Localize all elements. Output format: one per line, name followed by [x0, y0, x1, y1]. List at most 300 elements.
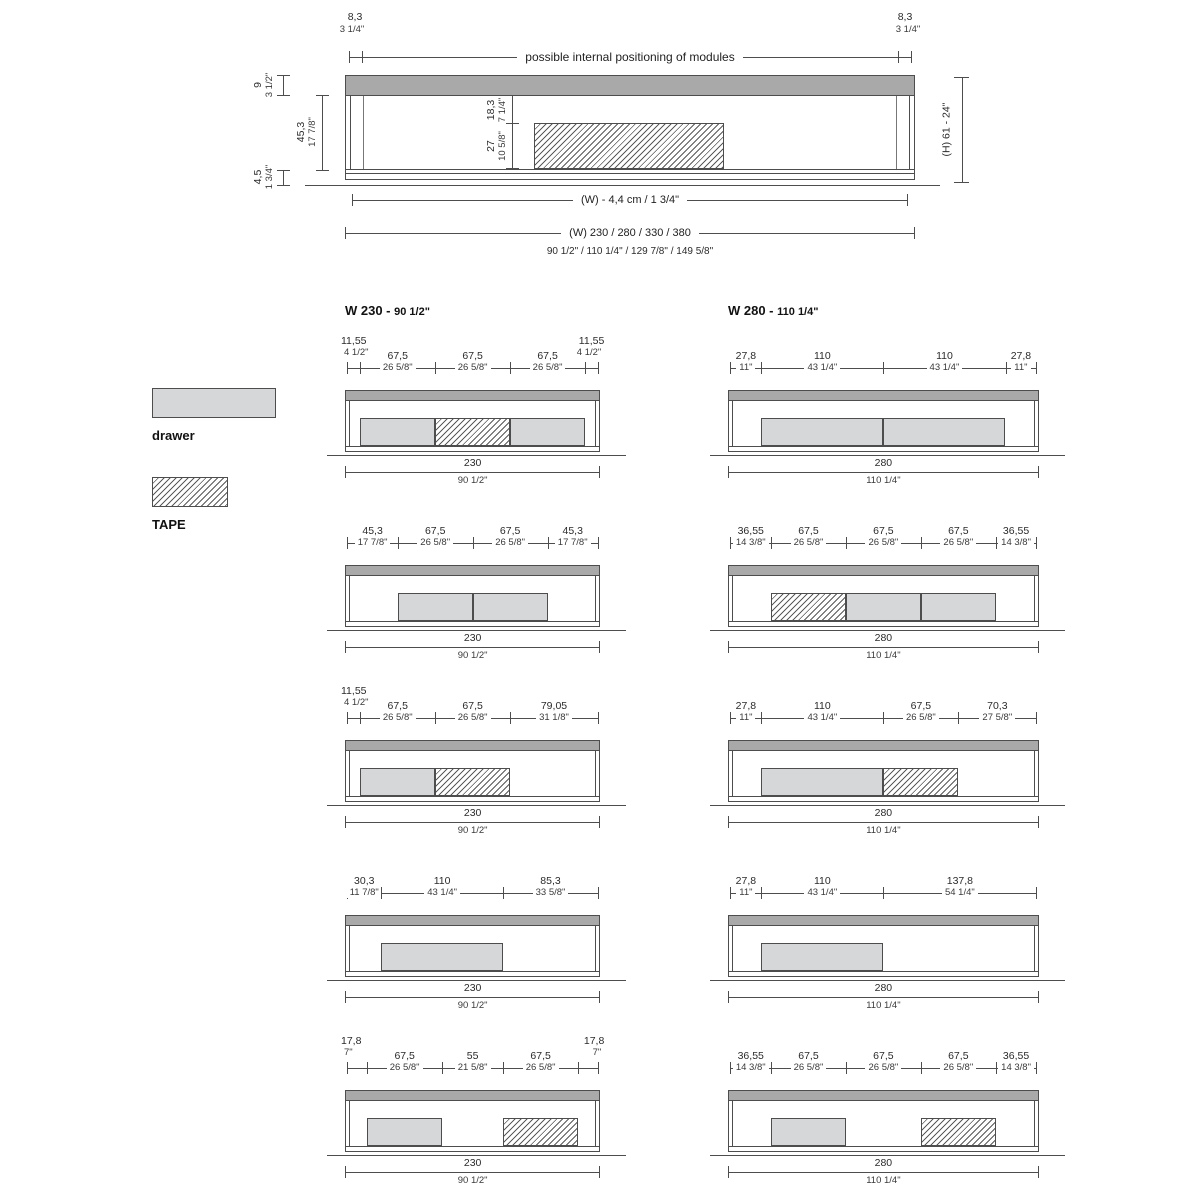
- dim-text: 70,3: [987, 700, 1008, 712]
- dim-text: 79,05: [540, 700, 568, 712]
- total-width-cm: [833, 458, 933, 469]
- ground-line: [710, 805, 1065, 806]
- ground-line: [327, 1155, 626, 1156]
- dimension-cm: [777, 876, 867, 887]
- dim-text: 3 1/2": [264, 72, 275, 98]
- dimension-cm: [506, 876, 596, 887]
- dim-text: 11,55: [341, 685, 367, 697]
- dimension-cm: [397, 876, 487, 887]
- tick: [598, 887, 599, 899]
- dim-text: 67,5: [873, 1050, 894, 1062]
- tick: [883, 887, 884, 899]
- dim-text: 90 1/2": [457, 825, 488, 836]
- module-layout-diagram: [728, 857, 1099, 1019]
- side-panel-line: [349, 1101, 350, 1146]
- dim-text: 110: [813, 700, 831, 712]
- drawer-module: [761, 768, 883, 796]
- dim-text: 26 5/8": [940, 537, 976, 548]
- side-panel-line: [1034, 401, 1035, 446]
- ground-line: [710, 455, 1065, 456]
- dim-text: 26 5/8": [455, 362, 491, 373]
- dim-text: 67,5: [537, 350, 558, 362]
- side-panel-line: [595, 926, 596, 971]
- dim-text: 3 1/4": [339, 24, 365, 35]
- dim-text: 67,5: [462, 350, 483, 362]
- total-width-cm: [833, 633, 933, 644]
- tick: [883, 362, 884, 374]
- dimension-cm: [428, 701, 518, 712]
- dim-text: 45,3: [562, 525, 583, 537]
- drawer-module: [360, 418, 435, 446]
- tick: [598, 537, 599, 549]
- dim-module-height: [486, 101, 508, 191]
- tick: [277, 75, 290, 76]
- module-layout-diagram: [341, 682, 660, 844]
- side-panel-line: [732, 926, 733, 971]
- tape-module: [921, 1118, 996, 1146]
- dim-line: [728, 1172, 1039, 1173]
- dim-text: 110: [936, 350, 953, 362]
- dim-text: 26 5/8": [380, 362, 416, 373]
- bottom-panel-line: [346, 621, 599, 622]
- dimension-inch: [952, 712, 1042, 723]
- cabinet-top-panel: [729, 566, 1038, 576]
- side-panel-line: [349, 401, 350, 446]
- tick: [598, 362, 599, 374]
- bottom-panel-line: [346, 173, 914, 174]
- dim-text: 27: [485, 140, 497, 152]
- tick: [347, 712, 348, 724]
- bottom-panel-line: [346, 169, 914, 170]
- tick: [1036, 712, 1037, 724]
- drawer-module: [846, 593, 921, 621]
- dimension-inch: [544, 1047, 604, 1058]
- dim-line: [512, 95, 513, 168]
- dim-text: 43 1/4": [804, 712, 840, 723]
- tick: [1036, 537, 1037, 549]
- dim-text: 43 1/4": [804, 887, 840, 898]
- dim-text: 26 5/8": [492, 537, 528, 548]
- dim-text: 17 7/8": [555, 537, 591, 548]
- tick: [598, 712, 599, 724]
- module-layout-diagram: [728, 682, 1099, 844]
- width-options-inches: 90 1/2" / 110 1/4" / 129 7/8" / 149 5/8": [546, 246, 714, 257]
- dim-text: 43 1/4": [424, 887, 460, 898]
- width-options-dim: [345, 227, 915, 239]
- dimension-cm: [777, 701, 867, 712]
- cabinet-top-panel: [346, 76, 914, 96]
- dim-inner-height: [296, 87, 318, 177]
- dim-text: 11,55: [341, 335, 367, 347]
- tick: [503, 887, 504, 899]
- dim-text: 27 5/8": [979, 712, 1015, 723]
- caption-row: [362, 51, 898, 63]
- dim-text: 26 5/8": [940, 1062, 976, 1073]
- drawer-swatch: [152, 388, 276, 418]
- dim-text: 27,8: [1010, 350, 1032, 362]
- dim-text: 11": [1011, 362, 1030, 373]
- module-layout-diagram: [345, 857, 660, 1019]
- tick: [761, 362, 762, 374]
- drawer-module: [771, 1118, 846, 1146]
- dim-text: 17,8: [583, 1035, 605, 1047]
- dim-text: 33 5/8": [533, 887, 569, 898]
- tick: [277, 170, 290, 171]
- tick: [1036, 887, 1037, 899]
- dim-line: [345, 997, 600, 998]
- dimension-inch: [777, 362, 867, 373]
- cabinet-top-panel: [346, 391, 599, 401]
- dim-text: (W) - 4,4 cm / 1 3/4": [580, 194, 680, 206]
- total-width-cm: [833, 983, 933, 994]
- bottom-panel-line: [729, 796, 1038, 797]
- dim-text: 280: [874, 807, 893, 819]
- dimension-cm: [544, 1036, 604, 1047]
- drawer-module: [761, 418, 883, 446]
- side-panel-line: [595, 576, 596, 621]
- dim-text: 67,5: [424, 525, 446, 537]
- tick: [585, 362, 586, 374]
- dim-text: 110: [813, 350, 831, 362]
- dim-line: [728, 647, 1039, 648]
- dim-text: 110 1/4": [866, 1175, 901, 1186]
- dim-text: 21 5/8": [455, 1062, 491, 1073]
- total-width-cm: [833, 1158, 933, 1169]
- module-zone-line: [363, 96, 364, 169]
- dim-text: 9: [252, 82, 264, 88]
- cabinet-top-panel: [346, 916, 599, 926]
- dimension-inch: [506, 887, 596, 898]
- dimension-inch: [428, 712, 518, 723]
- dim-text: 67,5: [499, 525, 521, 537]
- inner-width-dim: [352, 194, 908, 206]
- dim-text: 110 1/4": [866, 1000, 901, 1011]
- dimension-cm: [341, 336, 401, 347]
- caption-text: possible internal positioning of modules: [525, 50, 735, 64]
- dimension-cm: [971, 1051, 1061, 1062]
- dim-text: 26 5/8": [791, 1062, 827, 1073]
- tick: [954, 77, 969, 78]
- total-width-inch: [833, 475, 933, 486]
- dimension-cm: [971, 526, 1061, 537]
- dim-text: 230: [463, 982, 482, 994]
- ground-line: [327, 630, 626, 631]
- side-panel-line: [732, 751, 733, 796]
- dim-text: 26 5/8": [380, 712, 416, 723]
- dim-text: 280: [874, 982, 893, 994]
- dim-line: [345, 472, 600, 473]
- dim-base-height: [253, 132, 275, 222]
- column-title-280: [728, 303, 818, 318]
- total-width-inch: [833, 1175, 933, 1186]
- dim-text: 11": [736, 362, 755, 373]
- dim-text: 17 7/8": [355, 537, 391, 548]
- dim-text: 230: [463, 1157, 482, 1169]
- total-width-inch: [423, 475, 523, 486]
- dim-text: (H) 61 - 24": [940, 102, 953, 157]
- dim-text: 90 1/2": [457, 650, 488, 661]
- dim-text: 67,5: [394, 1050, 415, 1062]
- dimension-inch: [319, 887, 409, 898]
- dim-text: 4 1/2": [341, 347, 372, 358]
- tick: [277, 185, 290, 186]
- dim-text: 14 3/8": [733, 1062, 769, 1073]
- module-zone-line: [896, 96, 897, 169]
- dimension-cm: [319, 876, 409, 887]
- dimension-inch: [496, 1062, 586, 1073]
- total-width-cm: [833, 808, 933, 819]
- total-width-cm: [423, 1158, 523, 1169]
- dim-line: [345, 1172, 600, 1173]
- total-width-inch: [423, 1000, 523, 1011]
- leader-line: [362, 57, 517, 58]
- dim-text: 90 1/2": [457, 475, 488, 486]
- dimension-inch: [528, 537, 618, 548]
- dim-text: 11 7/8": [347, 887, 382, 898]
- dim-text: 67,5: [530, 1050, 551, 1062]
- side-panel-line: [349, 751, 350, 796]
- dim-text: 11": [736, 887, 755, 898]
- dim-left-offset-cm: [325, 12, 385, 23]
- leader-line: [352, 200, 573, 201]
- leader-line: [687, 200, 908, 201]
- dim-text: 14 3/8": [998, 537, 1034, 548]
- dim-text: 8,3: [897, 11, 913, 23]
- dim-right-offset-inch: [878, 24, 938, 35]
- side-panel-line: [595, 751, 596, 796]
- side-panel-line: [1034, 1101, 1035, 1146]
- tape-module: [771, 593, 846, 621]
- column-title-230: [345, 303, 430, 318]
- dim-text: 67,5: [798, 1050, 819, 1062]
- dim-text: 90 1/2": [457, 1000, 488, 1011]
- cabinet-top-panel: [346, 566, 599, 576]
- dim-text: 43 1/4": [927, 362, 963, 373]
- total-width-inch: [833, 825, 933, 836]
- bottom-panel-line: [346, 446, 599, 447]
- cabinet-top-panel: [346, 741, 599, 751]
- module-layout-diagram: [728, 507, 1099, 669]
- tick: [954, 182, 969, 183]
- dim-overall-height: [942, 85, 953, 175]
- ground-line: [305, 185, 940, 186]
- side-panel-line: [732, 1101, 733, 1146]
- dimension-inch: [397, 887, 487, 898]
- dim-text: 280: [874, 457, 893, 469]
- side-panel-line: [1034, 751, 1035, 796]
- side-panel-line: [349, 926, 350, 971]
- dim-text: 14 3/8": [998, 1062, 1034, 1073]
- tape-module: [435, 418, 510, 446]
- dim-text: 36,55: [737, 1050, 764, 1062]
- drawer-module: [360, 768, 435, 796]
- module-layout-diagram: [728, 1032, 1099, 1194]
- tick: [761, 887, 762, 899]
- tape-module: [883, 768, 958, 796]
- dimension-cm: [341, 1036, 401, 1047]
- total-width-cm: [423, 458, 523, 469]
- dim-text: 45,3: [295, 121, 307, 143]
- module-layout-diagram: [728, 332, 1099, 494]
- tick: [761, 712, 762, 724]
- dim-text: (W) 230 / 280 / 330 / 380: [569, 227, 691, 239]
- dimension-inch: [971, 537, 1061, 548]
- dimension-cm: [952, 701, 1042, 712]
- dim-text: 67,5: [948, 1050, 969, 1062]
- dim-text: 280: [874, 632, 893, 644]
- bottom-panel-line: [729, 1146, 1038, 1147]
- dimension-cm: [341, 686, 401, 697]
- total-width-inch: [833, 650, 933, 661]
- dim-top-thickness: [253, 40, 275, 130]
- dim-text: 11,55: [578, 335, 605, 347]
- dimension-cm: [528, 526, 618, 537]
- total-width-inch: [423, 650, 523, 661]
- dimension-cm: [509, 701, 599, 712]
- side-panel-line: [350, 96, 351, 169]
- ground-line: [327, 980, 626, 981]
- side-panel-line: [1034, 926, 1035, 971]
- column-title-sub: 110 1/4": [777, 306, 819, 318]
- drawer-module: [473, 593, 548, 621]
- dim-text: 8,3: [347, 11, 363, 23]
- dim-text: 230: [463, 457, 482, 469]
- dim-text: 26 5/8": [523, 1062, 559, 1073]
- dim-text: 67,5: [948, 525, 969, 537]
- dim-line: [322, 95, 323, 170]
- dim-text: 36,55: [1002, 525, 1030, 537]
- dim-text: 45,3: [362, 525, 383, 537]
- dim-text: 110: [433, 875, 451, 887]
- dim-left-offset-inch: [322, 24, 382, 35]
- column-title-sub: 90 1/2": [394, 306, 430, 318]
- tape-swatch: [152, 477, 228, 507]
- ground-line: [327, 805, 626, 806]
- total-width-cm: [423, 983, 523, 994]
- tick: [347, 1062, 348, 1074]
- dim-text: 7": [590, 1047, 605, 1058]
- dim-text: 7 1/4": [497, 97, 508, 123]
- dim-line: [283, 75, 284, 95]
- column-title-main: W 280 -: [728, 303, 774, 318]
- dim-line: [728, 997, 1039, 998]
- dim-text: 11": [736, 712, 755, 723]
- tape-module: [503, 1118, 578, 1146]
- dim-text: 110 1/4": [866, 475, 901, 486]
- dim-text: 43 1/4": [804, 362, 840, 373]
- cabinet-top-panel: [729, 1091, 1038, 1101]
- tape-module: [435, 768, 510, 796]
- dimension-inch: [777, 887, 867, 898]
- drawer-module: [367, 1118, 442, 1146]
- dim-line: [349, 57, 363, 58]
- dim-text: 54 1/4": [942, 887, 978, 898]
- module-layout-diagram: [341, 332, 660, 494]
- bottom-panel-line: [729, 621, 1038, 622]
- ground-line: [710, 1155, 1065, 1156]
- tick: [1036, 1062, 1037, 1074]
- dim-text: 27,8: [735, 700, 757, 712]
- ground-line: [710, 630, 1065, 631]
- dim-text: 230: [463, 632, 482, 644]
- side-panel-line: [595, 401, 596, 446]
- dimension-inch: [971, 1062, 1061, 1073]
- dim-text: 26 5/8": [455, 712, 491, 723]
- dim-text: 1 3/4": [264, 164, 275, 190]
- dimension-inch: [509, 712, 599, 723]
- dim-text: 67,5: [387, 350, 408, 362]
- tick: [598, 1062, 599, 1074]
- dim-line: [728, 822, 1039, 823]
- dim-text: 110: [813, 875, 831, 887]
- bottom-panel-line: [346, 971, 599, 972]
- dim-text: 31 1/8": [536, 712, 572, 723]
- side-panel-line: [349, 576, 350, 621]
- dim-text: 27,8: [735, 350, 757, 362]
- side-panel-line: [1034, 576, 1035, 621]
- dimension-inch: [503, 362, 593, 373]
- dim-text: 17,8: [341, 1035, 362, 1047]
- leader-line: [345, 233, 561, 234]
- module-layout-diagram: [345, 507, 660, 669]
- dim-text: 67,5: [387, 700, 408, 712]
- total-width-cm: [423, 808, 523, 819]
- dim-text: 137,8: [946, 875, 974, 887]
- side-panel-line: [732, 401, 733, 446]
- dim-text: 67,5: [910, 700, 932, 712]
- module-layout-diagram: [341, 1032, 660, 1194]
- dimension-cm: [976, 351, 1066, 362]
- drawer-module: [381, 943, 503, 971]
- dimension-cm: [777, 351, 867, 362]
- tick: [277, 95, 290, 96]
- side-panel-line: [909, 96, 910, 169]
- dim-text: 67,5: [462, 700, 483, 712]
- dim-line: [345, 822, 600, 823]
- tick: [347, 362, 348, 374]
- dim-text: 4 1/2": [574, 347, 605, 358]
- dim-text: 26 5/8": [903, 712, 939, 723]
- dim-text: 110 1/4": [866, 825, 901, 836]
- dim-text: 26 5/8": [530, 362, 566, 373]
- dim-line: [898, 57, 912, 58]
- drawer-module: [398, 593, 473, 621]
- dim-text: 3 1/4": [895, 24, 921, 35]
- dim-line: [345, 647, 600, 648]
- drawer-module: [761, 943, 883, 971]
- dim-text: 14 3/8": [733, 537, 769, 548]
- dim-text: 230: [463, 807, 482, 819]
- side-panel-line: [732, 576, 733, 621]
- dim-text: 26 5/8": [865, 537, 901, 548]
- dim-text: 26 5/8": [865, 1062, 901, 1073]
- dim-text: 27,8: [735, 875, 757, 887]
- ground-line: [327, 455, 626, 456]
- dim-text: 90 1/2": [457, 1175, 488, 1186]
- drawer-module: [883, 418, 1005, 446]
- dimension-cm: [915, 876, 1005, 887]
- side-panel-line: [595, 1101, 596, 1146]
- legend-label-drawer: drawer: [152, 428, 195, 443]
- dim-text: 7": [341, 1047, 356, 1058]
- legend-label-tape: TAPE: [152, 517, 186, 532]
- dim-text: 55: [466, 1050, 479, 1062]
- ground-line: [710, 980, 1065, 981]
- drawer-module: [510, 418, 585, 446]
- dim-line: [283, 170, 284, 185]
- dim-line: [728, 472, 1039, 473]
- bottom-panel-line: [346, 1146, 599, 1147]
